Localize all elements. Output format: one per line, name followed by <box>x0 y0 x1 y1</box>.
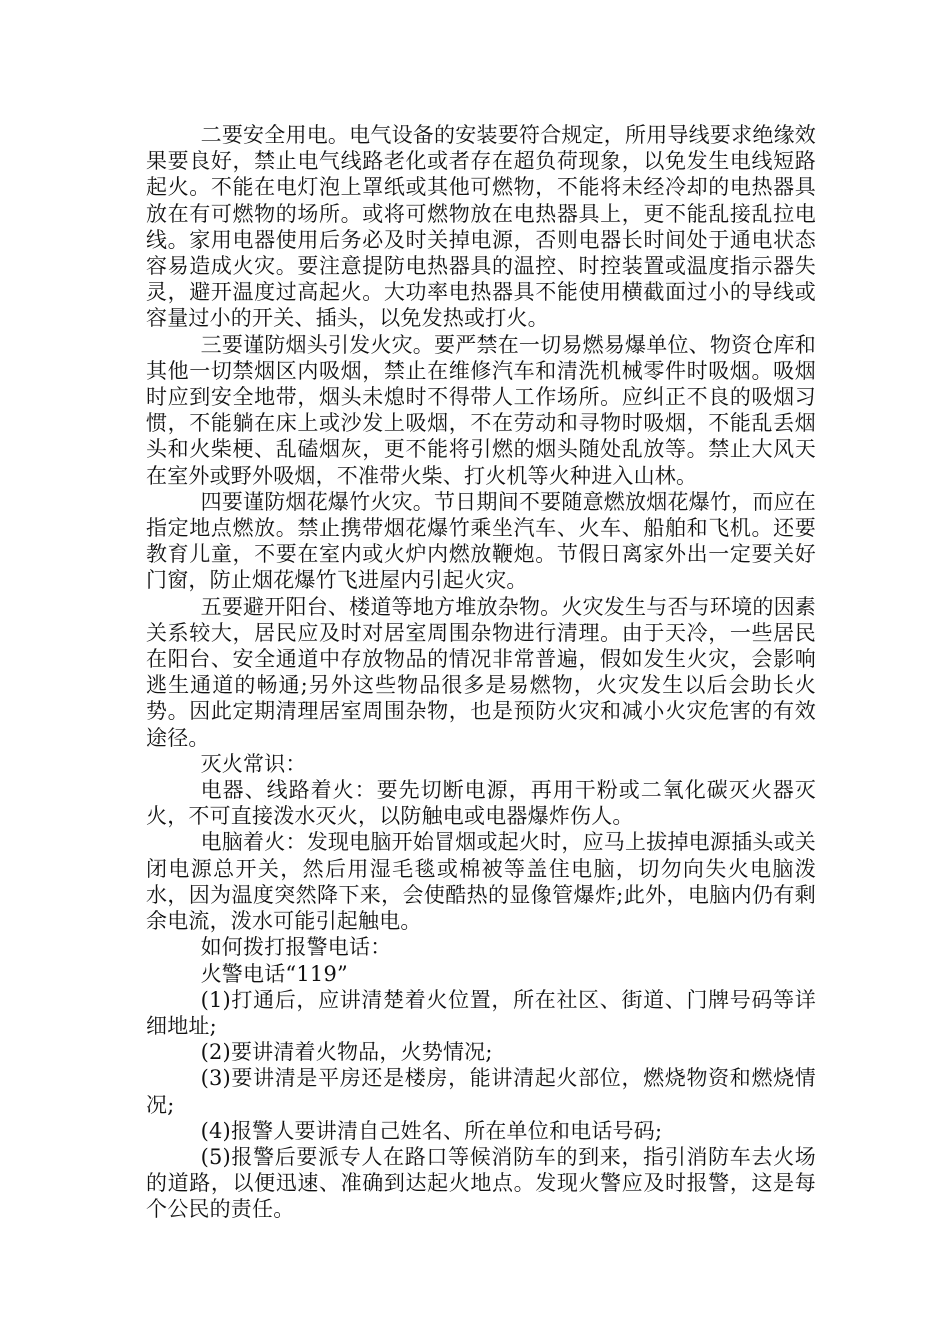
paragraph-clutter: 五要避开阳台、楼道等地方堆放杂物。火灾发生与否与环境的因素关系较大，居民应及时对居室周围杂物进行清理。由于天冷，一些居民在阳台、安全通道中存放物品的情况非常普遍，假如发生火灾，会影响逃生通道的畅通;另外这些物品很多是易燃物，火灾发生以后会助长火势。因此定期清理居室周围杂物，也是预防火灾和减小火灾危害的有效途径。 <box>146 594 816 750</box>
list-item-3: (3)要讲清是平房还是楼房，能讲清起火部位，燃烧物资和燃烧情况; <box>146 1066 816 1117</box>
heading-how-to-call: 如何拨打报警电话： <box>200 935 392 960</box>
paragraph-fire-hotline: 火警电话“119” <box>200 961 348 986</box>
list-item-4: (4)报警人要讲清自己姓名、所在单位和电话号码; <box>200 1118 663 1143</box>
paragraph-electrical-safety: 二要安全用电。电气设备的安装要符合规定，所用导线要求绝缘效果要良好，禁止电气线路老化或者存在超负荷现象，以免发生电线短路起火。不能在电灯泡上罩纸或其他可燃物，不能将未经冷却的电热器具放在有可燃物的场所。或将可燃物放在电热器具上，更不能乱接乱拉电线。家用电器使用后务必及时关掉电源，否则电器长时间处于通电状态容易造成火灾。要注意提防电热器具的温控、时控装置或温度指示器失灵，避开温度过高起火。大功率电热器具不能使用横截面过小的导线或容量过小的开关、插头，以免发热或打火。 <box>146 123 816 331</box>
paragraph-computer-fire: 电脑着火：发现电脑开始冒烟或起火时，应马上拔掉电源插头或关闭电源总开关，然后用湿毛毯或棉被等盖住电脑，切勿向失火电脑泼水，因为温度突然降下来，会使酷热的显像管爆炸;此外，电脑内仍有剩余电流，泼水可能引起触电。 <box>146 830 816 934</box>
document-body <box>146 122 816 1223</box>
paragraph-fireworks-fire: 四要谨防烟花爆竹火灾。节日期间不要随意燃放烟花爆竹，而应在指定地点燃放。禁止携带烟花爆竹乘坐汽车、火车、船舶和飞机。还要教育儿童，不要在室内或火炉内燃放鞭炮。节假日离家外出一定要关好门窗，防止烟花爆竹飞进屋内引起火灾。 <box>146 489 816 593</box>
heading-firefighting-basics: 灭火常识： <box>200 751 307 776</box>
list-item-5: (5)报警后要派专人在路口等候消防车的到来，指引消防车去火场的道路，以便迅速、准确到达起火地点。发现火警应及时报警，这是每个公民的责任。 <box>146 1144 816 1222</box>
paragraph-electrical-fire: 电器、线路着火：要先切断电源，再用干粉或二氧化碳灭火器灭火，不可直接泼水灭火，以防触电或电器爆炸伤人。 <box>146 778 816 829</box>
list-item-2: (2)要讲清着火物品，火势情况; <box>200 1040 493 1065</box>
paragraph-cigarette-fire: 三要谨防烟头引发火灾。要严禁在一切易燃易爆单位、物资仓库和其他一切禁烟区内吸烟，禁止在维修汽车和清洗机械零件时吸烟。吸烟时应到安全地带，烟头未熄时不得带人工作场所。应纠正不良的吸烟习惯，不能躺在床上或沙发上吸烟，不在劳动和寻物时吸烟，不能乱丢烟头和火柴梗、乱磕烟灰，更不能将引燃的烟头随处乱放等。禁止大风天在室外或野外吸烟，不准带火柴、打火机等火种进入山林。 <box>146 332 816 488</box>
list-item-1: (1)打通后，应讲清楚着火位置，所在社区、街道、门牌号码等详细地址; <box>146 987 816 1038</box>
